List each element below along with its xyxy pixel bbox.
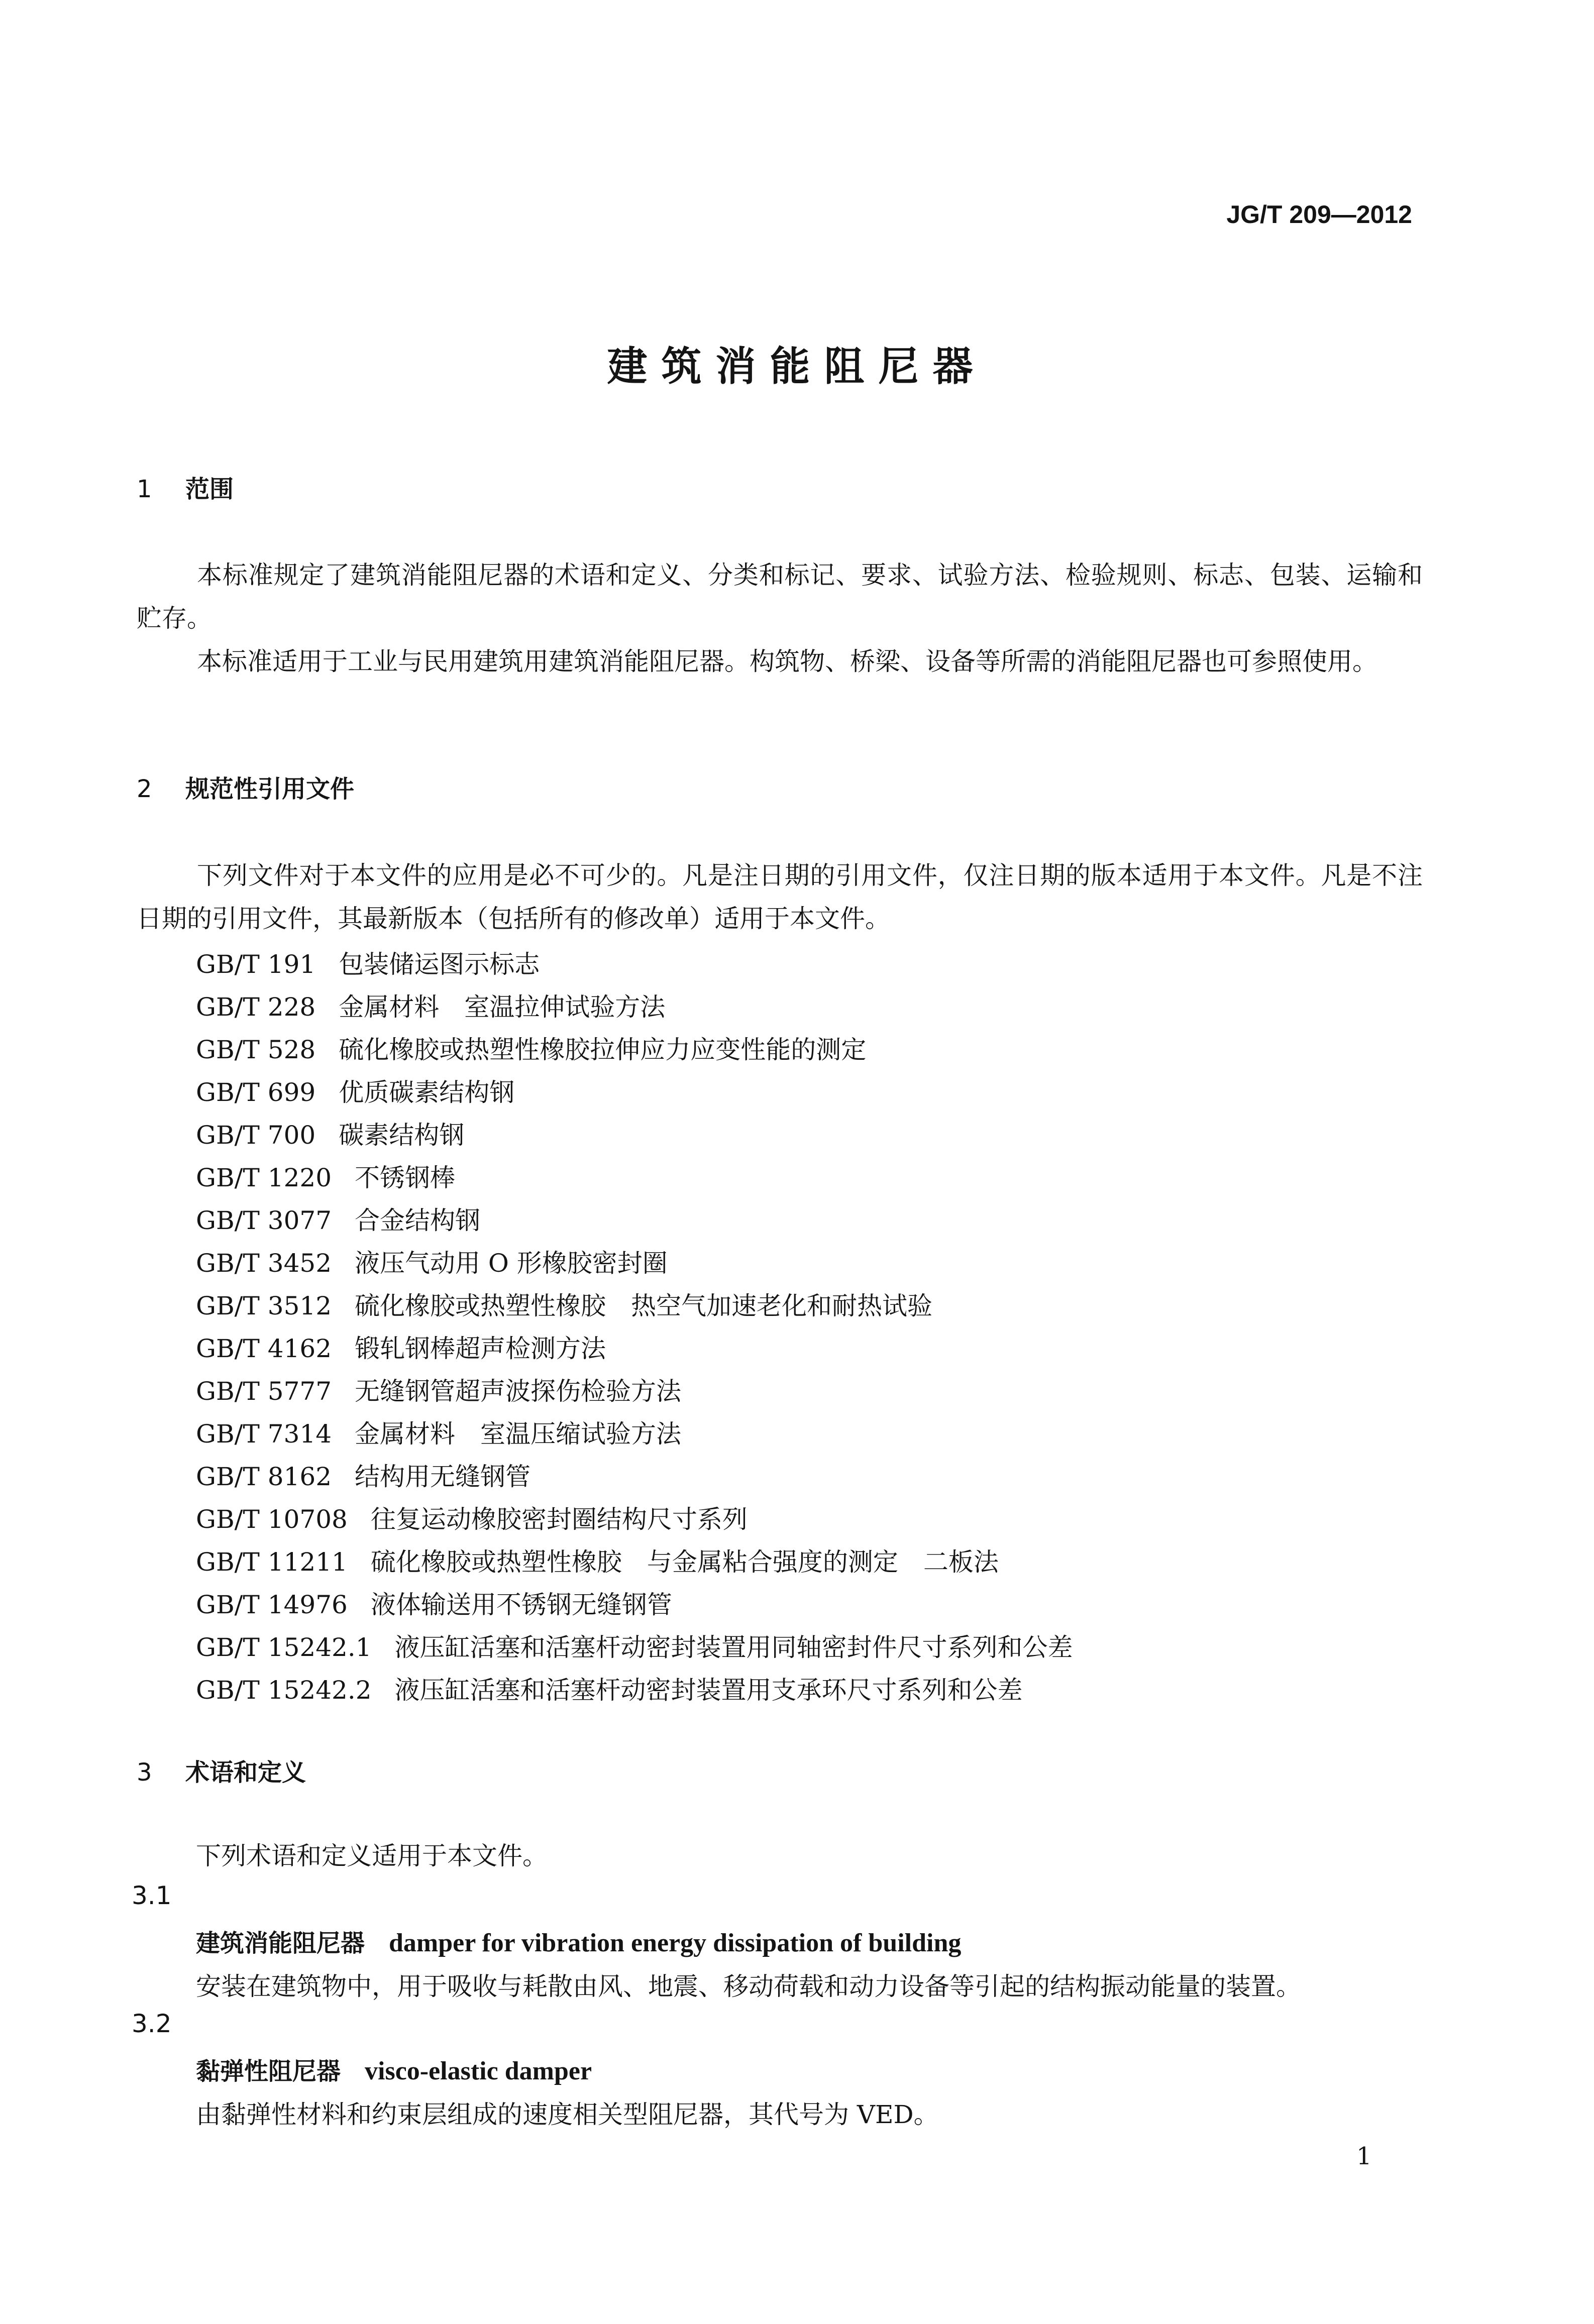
reference-item: GB/T 11211 硫化橡胶或热塑性橡胶 与金属粘合强度的测定 二板法 xyxy=(196,1547,999,1577)
section-title: 术语和定义 xyxy=(185,1758,306,1787)
reference-item: GB/T 3512 硫化橡胶或热塑性橡胶 热空气加速老化和耐热试验 xyxy=(196,1291,933,1320)
term-definition: 由黏弹性材料和约束层组成的速度相关型阻尼器，其代号为 VED。 xyxy=(196,2100,939,2129)
section-3-intro: 下列术语和定义适用于本文件。 xyxy=(196,1841,548,1870)
section-2-heading xyxy=(137,769,354,804)
reference-item: GB/T 15242.1 液压缸活塞和活塞杆动密封装置用同轴密封件尺寸系列和公差 xyxy=(196,1633,1073,1662)
page-number: 1 xyxy=(1356,2142,1372,2170)
reference-item: GB/T 14976 液体输送用不锈钢无缝钢管 xyxy=(196,1590,672,1619)
term-number: 3.1 xyxy=(132,1881,172,1910)
reference-item: GB/T 15242.2 液压缸活塞和活塞杆动密封装置用支承环尺寸系列和公差 xyxy=(196,1676,1023,1705)
reference-item: GB/T 3077 合金结构钢 xyxy=(196,1206,481,1235)
reference-item: GB/T 700 碳素结构钢 xyxy=(196,1121,465,1150)
section-number: 1 xyxy=(137,475,152,503)
reference-item: GB/T 699 优质碳素结构钢 xyxy=(196,1078,515,1107)
term-definition: 安装在建筑物中，用于吸收与耗散由风、地震、移动荷载和动力设备等引起的结构振动能量的装置。 xyxy=(196,1972,1301,2001)
section-1-paragraph-2: 本标准适用于工业与民用建筑用建筑消能阻尼器。构筑物、桥梁、设备等所需的消能阻尼器也可参照使用。 xyxy=(197,647,1377,676)
reference-item: GB/T 228 金属材料 室温拉伸试验方法 xyxy=(196,992,666,1022)
section-1-heading xyxy=(137,470,234,504)
section-number: 3 xyxy=(137,1758,152,1787)
term-number: 3.2 xyxy=(132,2009,172,2038)
term-name: 建筑消能阻尼器 damper for vibration energy dissipation of building xyxy=(196,1929,962,1957)
section-1-paragraph-1: 本标准规定了建筑消能阻尼器的术语和定义、分类和标记、要求、试验方法、检验规则、标志、包装、运输和贮存。 xyxy=(137,561,1423,633)
reference-item: GB/T 191 包装储运图示标志 xyxy=(196,950,540,979)
term-name: 黏弹性阻尼器 visco-elastic damper xyxy=(196,2057,592,2085)
reference-item: GB/T 528 硫化橡胶或热塑性橡胶拉伸应力应变性能的测定 xyxy=(196,1035,867,1064)
reference-item: GB/T 1220 不锈钢棒 xyxy=(196,1163,456,1192)
section-number: 2 xyxy=(137,775,152,803)
reference-item: GB/T 3452 液压气动用 O 形橡胶密封圈 xyxy=(196,1249,668,1278)
reference-item: GB/T 4162 锻轧钢棒超声检测方法 xyxy=(196,1334,606,1363)
reference-item: GB/T 8162 结构用无缝钢管 xyxy=(196,1462,531,1491)
section-3-heading xyxy=(137,1753,306,1788)
document-title: 建筑消能阻尼器 xyxy=(607,343,987,390)
section-title: 范围 xyxy=(185,475,234,503)
reference-item: GB/T 7314 金属材料 室温压缩试验方法 xyxy=(196,1419,682,1449)
section-2-intro: 下列文件对于本文件的应用是必不可少的。凡是注日期的引用文件，仅注日期的版本适用于本文件。凡是不注日期的引用文件，其最新版本（包括所有的修改单）适用于本文件。 xyxy=(137,861,1423,933)
section-title: 规范性引用文件 xyxy=(185,775,355,803)
reference-item: GB/T 10708 往复运动橡胶密封圈结构尺寸系列 xyxy=(196,1505,748,1534)
reference-item: GB/T 5777 无缝钢管超声波探伤检验方法 xyxy=(196,1377,682,1406)
standard-code: JG/T 209—2012 xyxy=(1226,200,1412,229)
